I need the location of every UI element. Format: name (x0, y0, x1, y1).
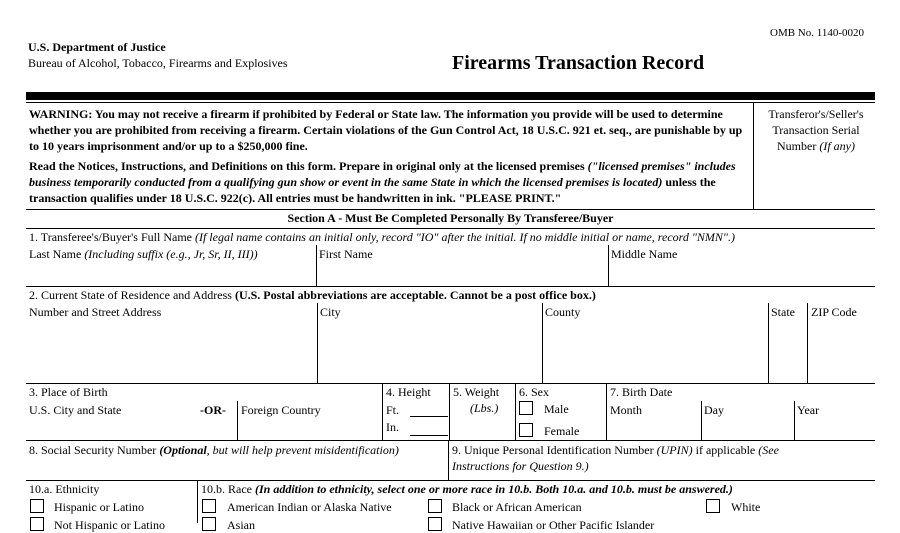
asian-label: Asian (227, 518, 255, 532)
rule (701, 401, 702, 440)
street-address-field[interactable]: Number and Street Address (29, 305, 162, 319)
not-hispanic-label: Not Hispanic or Latino (54, 518, 165, 532)
rule (26, 480, 875, 481)
q3-label: 3. Place of Birth (29, 385, 108, 399)
rule (608, 245, 609, 286)
male-checkbox[interactable] (519, 401, 533, 415)
foreign-country-field[interactable]: Foreign Country (241, 403, 321, 417)
rule (515, 383, 516, 440)
upin-note: Instructions for Question 9.) (452, 459, 589, 473)
rule (794, 401, 795, 440)
hispanic-checkbox[interactable] (30, 499, 44, 513)
american-indian-label: American Indian or Alaska Native (227, 500, 392, 514)
section-a-heading: Section A - Must Be Completed Personally By Transferee/Buyer (287, 211, 614, 225)
q4-label: 4. Height (386, 385, 431, 399)
american-indian-checkbox[interactable] (202, 499, 216, 513)
rule (753, 102, 754, 209)
rule (26, 228, 875, 229)
department-name: U.S. Department of Justice (28, 40, 166, 54)
ssn-field[interactable]: 8. Social Security Number (Optional, but will help prevent misidentification) (29, 443, 399, 457)
rule (26, 209, 875, 210)
height-inches-label: In. (386, 420, 399, 434)
omb-number: OMB No. 1140-0020 (770, 27, 865, 39)
notice-text: Read the Notices, Instructions, and Definitions on this form. Prepare in original only at the licensed premises ("licensed premises" includes business temporarily conducted from a qualifying gun show or event in the same State in which the licensed premises is located) unless the transaction qualifies under 18 U.S.C. 922(c). All entries must be handwritten in ink. "PLEASE PRINT." (29, 159, 736, 205)
q10b-label: 10.b. Race (In addition to ethnicity, select one or more race in 10.b. Both 10.a. and 10.b. must be answered.) (201, 482, 733, 496)
pacific-islander-label: Native Hawaiian or Other Pacific Islander (452, 518, 655, 532)
black-label: Black or African American (452, 500, 582, 514)
city-field[interactable]: City (320, 305, 341, 319)
height-inches-input[interactable] (410, 435, 448, 436)
county-field[interactable]: County (545, 305, 581, 319)
white-checkbox[interactable] (706, 499, 720, 513)
rule (449, 383, 450, 440)
birth-year-field[interactable]: Year (797, 403, 820, 417)
q5-label: 5. Weight (453, 385, 500, 399)
asian-checkbox[interactable] (202, 517, 216, 531)
q7-label: 7. Birth Date (610, 385, 673, 399)
rule (542, 303, 543, 383)
birth-month-field[interactable]: Month (610, 403, 643, 417)
rule (768, 303, 769, 383)
first-name-field[interactable]: First Name (319, 247, 373, 261)
rule (317, 303, 318, 383)
bureau-name: Bureau of Alcohol, Tobacco, Firearms and Explosives (28, 56, 288, 70)
warning-text: WARNING: You may not receive a firearm if prohibited by Federal or State law. The information you provide will be used to determine whether you are prohibited from receiving a firearm. Certain violations of the Gun Control Act, 18 U.S.C. 921 et. seq., are punishable by up to 10 years imprisonment and/or up to a $250,000 fine. (29, 107, 743, 153)
not-hispanic-checkbox[interactable] (30, 517, 44, 531)
hispanic-label: Hispanic or Latino (54, 500, 144, 514)
state-field[interactable]: State (771, 305, 795, 319)
rule (382, 383, 383, 440)
rule (606, 383, 607, 440)
rule (26, 440, 875, 441)
height-feet-input[interactable] (410, 416, 448, 417)
q10a-label: 10.a. Ethnicity (29, 482, 100, 496)
black-checkbox[interactable] (428, 499, 442, 513)
rule (448, 440, 449, 480)
female-label: Female (544, 424, 580, 438)
q1-label: 1. Transferee's/Buyer's Full Name (If legal name contains an initial only, record "IO" after the initial. If no middle initial or name, record "NMN".) (29, 230, 735, 244)
weight-field[interactable]: (Lbs.) (470, 401, 499, 415)
q2-label: 2. Current State of Residence and Address (U.S. Postal abbreviations are acceptable. Cannot be a post office box.) (29, 288, 596, 302)
last-name-field[interactable]: Last Name (Including suffix (e.g., Jr, Sr, II, III)) (29, 247, 258, 261)
header-rule (26, 92, 875, 100)
rule (807, 303, 808, 383)
rule (237, 401, 238, 440)
middle-name-field[interactable]: Middle Name (611, 247, 678, 261)
pacific-islander-checkbox[interactable] (428, 517, 442, 531)
form-title: Firearms Transaction Record (452, 52, 705, 74)
zip-code-field[interactable]: ZIP Code (811, 305, 857, 319)
height-feet-label: Ft. (386, 403, 400, 417)
rule (26, 383, 875, 384)
q6-label: 6. Sex (519, 385, 549, 399)
female-checkbox[interactable] (519, 423, 533, 437)
rule (26, 286, 875, 287)
birth-day-field[interactable]: Day (704, 403, 724, 417)
or-label: -OR- (200, 403, 226, 417)
us-city-state-field[interactable]: U.S. City and State (29, 403, 122, 417)
rule (316, 245, 317, 286)
male-label: Male (544, 402, 569, 416)
rule (197, 480, 198, 523)
serial-number-field[interactable]: Transferor's/Seller's Transaction Serial Number (If any) (768, 107, 864, 153)
rule (26, 102, 875, 103)
white-label: White (731, 500, 761, 514)
upin-field[interactable]: 9. Unique Personal Identification Number (UPIN) if applicable (See (452, 443, 779, 457)
